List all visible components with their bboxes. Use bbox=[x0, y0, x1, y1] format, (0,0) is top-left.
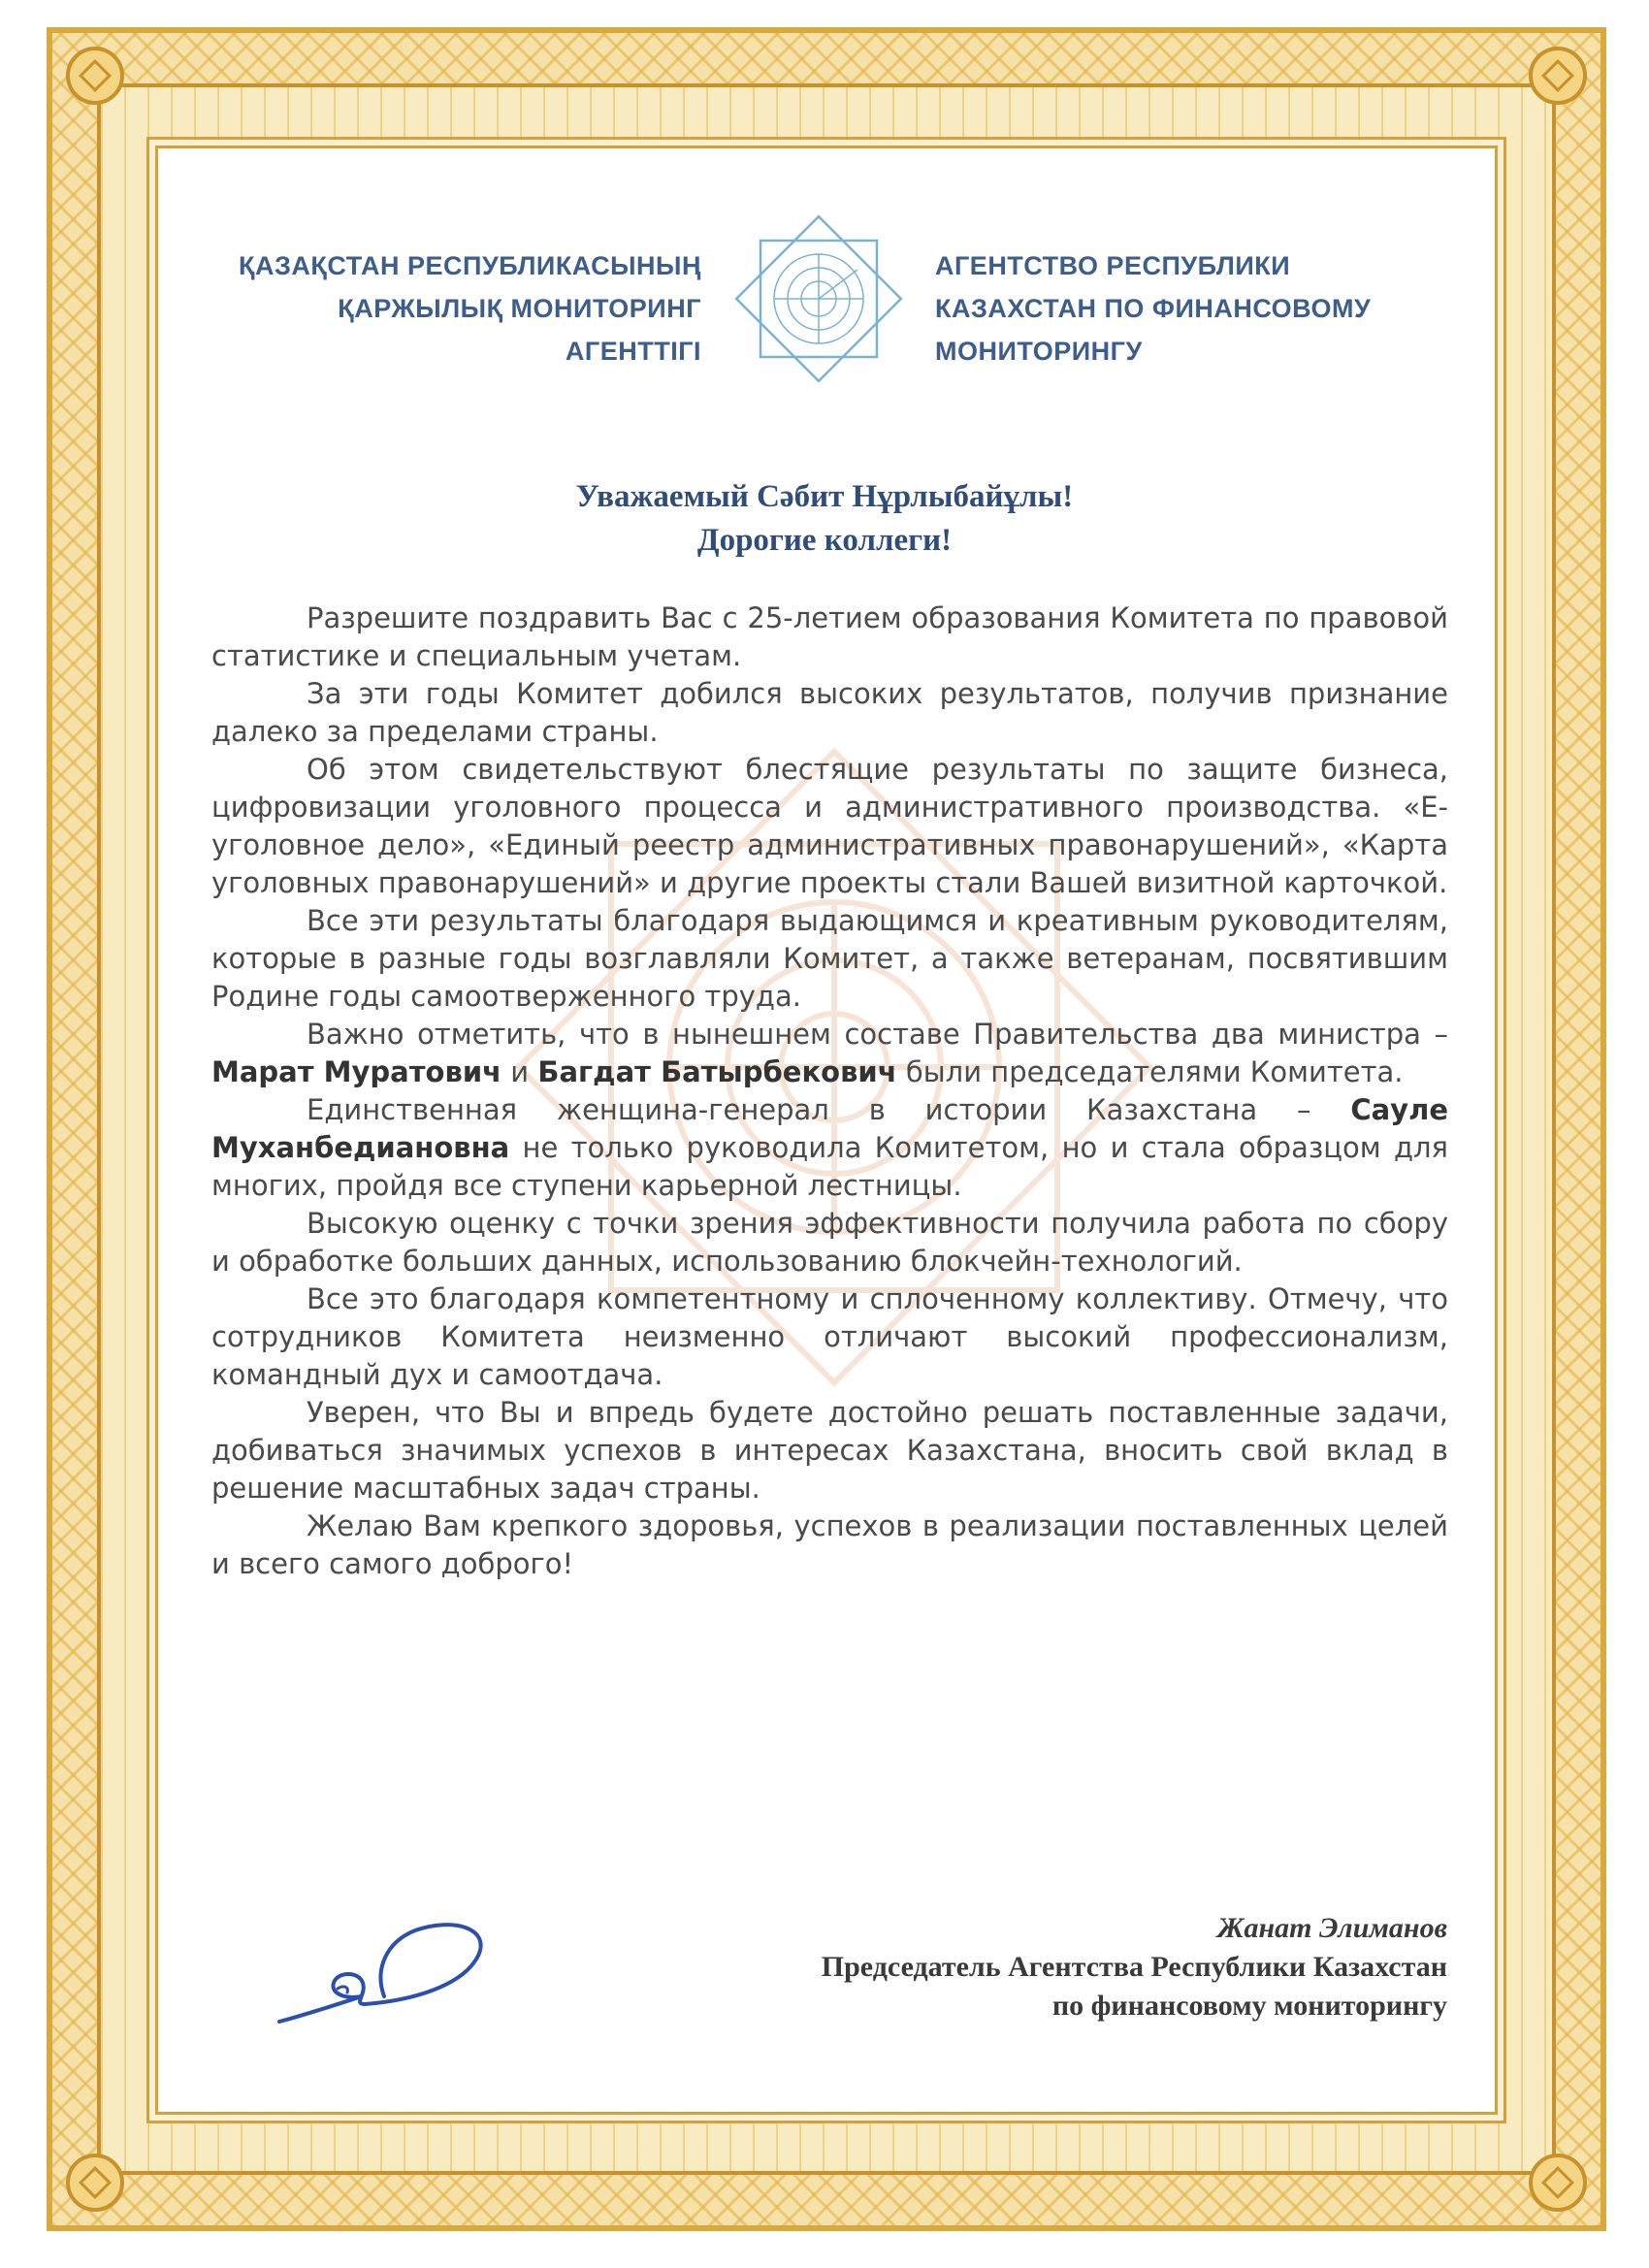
minister-name-2: Багдат Батырбекович bbox=[537, 1055, 897, 1088]
letter-body bbox=[211, 599, 1448, 1583]
paragraph-5 bbox=[211, 1016, 1448, 1091]
paragraph-3: Об этом свидетельствуют блестящие результаты по защите бизнеса, цифровизации уголовного процесса и административного производства. «Е-уголовное дело», «Единый реестр административных правонарушений», «Карта уголовных правонарушений» и другие проекты стали Вашей визитной карточкой. bbox=[211, 753, 1448, 899]
general-name: Сауле Муханбедиановна bbox=[211, 1093, 1448, 1164]
paragraph-9: Уверен, что Вы и впредь будете достойно решать поставленные задачи, добиваться значимых успехов в интересах Казахстана, вносить свой вклад в решение масштабных задач страны. bbox=[211, 1396, 1448, 1505]
paragraph-10: Желаю Вам крепкого здоровья, успехов в реализации поставленных целей и всего самого доброго! bbox=[211, 1509, 1448, 1580]
paragraph-6-text-a: Единственная женщина-генерал в истории Казахстана – bbox=[307, 1093, 1351, 1126]
header-kazakh-line-3: АГЕНТТІГІ bbox=[565, 337, 701, 366]
paragraph-6 bbox=[211, 1091, 1448, 1205]
paragraph-4: Все эти результаты благодаря выдающимся и креативным руководителям, которые в разные годы возглавляли Комитет, а также ветеранам, посвятившим Родине годы самоотверженного труда. bbox=[211, 904, 1448, 1013]
header-russian-line-1: АГЕНТСТВО РЕСПУБЛИКИ bbox=[935, 251, 1291, 280]
salutation bbox=[291, 475, 1358, 563]
header-kazakh-line-2: ҚАРЖЫЛЫҚ МОНИТОРИНГ bbox=[338, 294, 701, 323]
header-kazakh-title bbox=[199, 244, 701, 373]
agency-star-emblem-icon bbox=[722, 202, 916, 396]
header-russian-title bbox=[935, 244, 1439, 373]
paragraph-7: Высокую оценку с точки зрения эффективности получила работа по сбору и обработке больших данных, использованию блокчейн-технологий. bbox=[211, 1207, 1448, 1278]
paragraph-1: Разрешите поздравить Вас с 25-летием образования Комитета по правовой статистике и специальным учетам. bbox=[211, 601, 1448, 672]
header-russian-line-3: МОНИТОРИНГУ bbox=[935, 337, 1143, 366]
paragraph-5-text-c: и bbox=[501, 1055, 538, 1088]
paragraph-5-text-a: Важно отметить, что в нынешнем составе Правительства два министра – bbox=[307, 1018, 1448, 1051]
corner-rosette-icon bbox=[66, 2154, 124, 2212]
handwritten-signature-icon bbox=[270, 1907, 502, 2033]
signer-name: Жанат Элиманов bbox=[1216, 1912, 1447, 1944]
paragraph-5-text-d: были председателями Комитета. bbox=[896, 1055, 1404, 1088]
signer-block bbox=[543, 1909, 1447, 2025]
corner-rosette-icon bbox=[66, 47, 124, 105]
corner-rosette-icon bbox=[1529, 2154, 1587, 2212]
signer-title-line-2: по финансовому мониторингу bbox=[1051, 1990, 1447, 2022]
paragraph-6-text-c: не только руководила Комитетом, но и стала образцом для многих, пройдя все ступени карьерной лестницы. bbox=[211, 1131, 1448, 1202]
signer-title-line-1: Председатель Агентства Республики Казахстан bbox=[821, 1951, 1447, 1983]
paragraph-2: За эти годы Комитет добился высоких результатов, получив признание далеко за пределами страны. bbox=[211, 677, 1448, 748]
salutation-line-1: Уважаемый Сәбит Нұрлыбайұлы! bbox=[575, 479, 1074, 514]
salutation-line-2: Дорогие коллеги! bbox=[696, 523, 953, 558]
corner-rosette-icon bbox=[1529, 47, 1587, 105]
header-russian-line-2: КАЗАХСТАН ПО ФИНАНСОВОМУ bbox=[935, 294, 1372, 323]
paragraph-8: Все это благодаря компетентному и сплоченному коллективу. Отмечу, что сотрудников Комитета неизменно отличают высокий профессионализм, командный дух и самоотдача. bbox=[211, 1282, 1448, 1391]
header-kazakh-line-1: ҚАЗАҚСТАН РЕСПУБЛИКАСЫНЫҢ bbox=[239, 251, 701, 280]
minister-name-1: Марат Муратович bbox=[211, 1055, 502, 1088]
